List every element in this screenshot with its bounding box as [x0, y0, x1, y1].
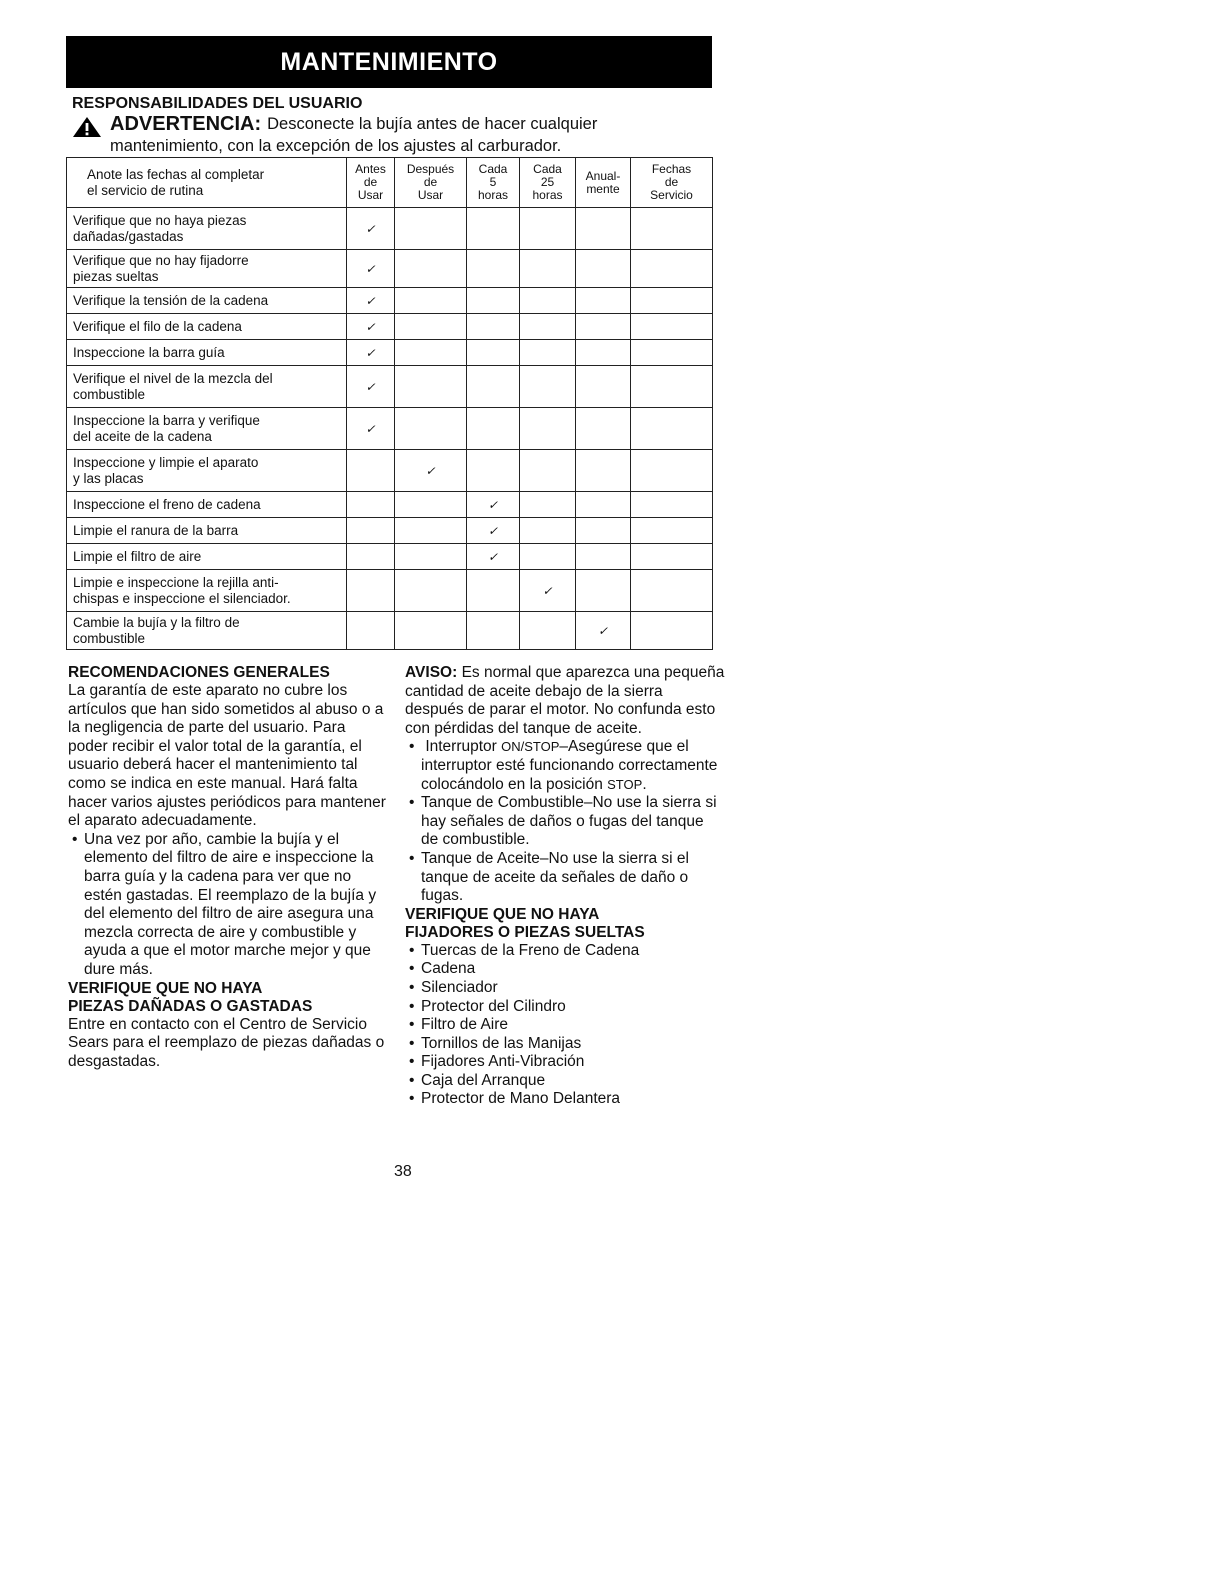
schedule-cell [520, 518, 576, 544]
schedule-cell [467, 408, 520, 450]
schedule-cell [520, 570, 576, 612]
loose-parts-list [405, 942, 725, 1109]
table-row [67, 366, 713, 408]
list-item: • Silenciador [405, 979, 725, 998]
task-cell: Cambie la bujía y la filtro de combustible [67, 612, 347, 650]
schedule-cell [520, 366, 576, 408]
schedule-cell [395, 570, 467, 612]
schedule-cell [347, 314, 395, 340]
schedule-cell [520, 450, 576, 492]
schedule-cell [347, 408, 395, 450]
schedule-cell [631, 366, 713, 408]
page-title: MANTENIMIENTO [280, 47, 498, 76]
schedule-cell [395, 450, 467, 492]
check-mark-icon: ✓ [425, 463, 436, 478]
task-cell: Verifique el nivel de la mezcla del combustible [67, 366, 347, 408]
schedule-cell [395, 250, 467, 288]
schedule-cell [395, 366, 467, 408]
check-mark-icon: ✓ [487, 497, 499, 512]
warning-text-line1: Desconecte la bujía antes de hacer cualquier [267, 115, 598, 133]
aviso-text: Es normal que aparezca una pequeña cantidad de aceite debajo de la sierra después de parar el motor. No confunda esto con pérdidas del tanque de aceite. [405, 664, 725, 737]
schedule-cell [467, 544, 520, 570]
schedule-cell [395, 288, 467, 314]
check-mark-icon: ✓ [365, 379, 376, 394]
schedule-cell [467, 518, 520, 544]
warning-block [72, 113, 712, 155]
schedule-cell [347, 208, 395, 250]
schedule-cell [467, 366, 520, 408]
table-header-row [67, 158, 713, 208]
table-header-col: Cada 25 horas [520, 158, 576, 208]
table-row [67, 612, 713, 650]
schedule-cell [631, 570, 713, 612]
table-row [67, 208, 713, 250]
schedule-cell [347, 492, 395, 518]
schedule-cell [576, 288, 631, 314]
schedule-cell [576, 250, 631, 288]
task-cell: Limpie el filtro de aire [67, 544, 347, 570]
left-column [68, 664, 388, 1071]
check-mark-icon: ✓ [487, 523, 499, 538]
task-cell: Inspeccione la barra guía [67, 340, 347, 366]
table-row [67, 314, 713, 340]
table-row [67, 492, 713, 518]
schedule-cell [520, 492, 576, 518]
task-cell: Verifique que no hay fijadorre piezas sueltas [67, 250, 347, 288]
general-recommendations-text: La garantía de este aparato no cubre los artículos que han sido sometidos al abuso o a la negligencia de parte del usuario. Para poder recibir el valor total de la garantía, el usuario deberá hacer el mantenimiento tal como se indica en este manual. Hará falta hacer varios ajustes periódicos para mantener el aparato adecuadamente. [68, 682, 386, 830]
list-item: • Interruptor ON/STOP–Asegúrese que el interruptor esté funcionando correctamente colocándolo en la posición STOP. [405, 738, 725, 794]
list-item: • Protector de Mano Delantera [405, 1090, 725, 1109]
schedule-cell [576, 450, 631, 492]
schedule-cell [347, 570, 395, 612]
schedule-cell [467, 288, 520, 314]
schedule-cell [395, 314, 467, 340]
schedule-cell [395, 518, 467, 544]
schedule-cell [631, 492, 713, 518]
schedule-cell [347, 450, 395, 492]
list-item: • Una vez por año, cambie la bujía y el elemento del filtro de aire e inspeccione la barra guía y la cadena para ver que no estén gastadas. El reemplazo de la bujía y del elemento del filtro de aire asegura una mezcla correcta de aire y combustible y ayuda a que el motor marche mejor y que dure más. [68, 831, 388, 980]
schedule-cell [631, 314, 713, 340]
table-row [67, 340, 713, 366]
section-title: RESPONSABILIDADES DEL USUARIO [72, 95, 363, 112]
page-title-banner [66, 36, 712, 88]
schedule-cell [631, 408, 713, 450]
warning-text-line2: mantenimiento, con la excepción de los ajustes al carburador. [110, 137, 562, 155]
schedule-cell [395, 340, 467, 366]
list-item: • Tanque de Combustible–No use la sierra si hay señales de daños o fugas del tanque de combustible. [405, 794, 725, 850]
schedule-cell [520, 340, 576, 366]
check-mark-icon: ✓ [365, 319, 376, 334]
maintenance-schedule-table [66, 157, 713, 650]
schedule-cell [347, 544, 395, 570]
schedule-cell [520, 612, 576, 650]
schedule-cell [576, 612, 631, 650]
schedule-cell [576, 492, 631, 518]
schedule-cell [631, 340, 713, 366]
schedule-cell [347, 250, 395, 288]
table-header-task: Anote las fechas al completar el servicio de rutina [67, 158, 347, 208]
table-row [67, 570, 713, 612]
warning-label: ADVERTENCIA: [110, 113, 262, 135]
aviso-paragraph [405, 664, 725, 738]
task-cell: Inspeccione el freno de cadena [67, 492, 347, 518]
schedule-cell [467, 570, 520, 612]
schedule-cell [631, 544, 713, 570]
schedule-cell [467, 314, 520, 340]
check-mark-icon: ✓ [542, 583, 553, 598]
list-item: • Caja del Arranque [405, 1072, 725, 1091]
check-mark-icon: ✓ [597, 623, 609, 638]
right-column [405, 664, 725, 1109]
table-header-col: Cada 5 horas [467, 158, 520, 208]
schedule-cell [395, 544, 467, 570]
list-item: • Protector del Cilindro [405, 998, 725, 1017]
schedule-cell [467, 340, 520, 366]
schedule-cell [631, 288, 713, 314]
aviso-label: AVISO: [405, 664, 458, 681]
schedule-cell [520, 314, 576, 340]
schedule-cell [576, 314, 631, 340]
schedule-cell [347, 366, 395, 408]
schedule-cell [347, 340, 395, 366]
schedule-cell [467, 612, 520, 650]
table-header-col: Anual- mente [576, 158, 631, 208]
check-mark-icon: ✓ [365, 293, 376, 308]
list-item: • Fijadores Anti-Vibración [405, 1053, 725, 1072]
schedule-cell [395, 612, 467, 650]
task-cell: Inspeccione y limpie el aparato y las placas [67, 450, 347, 492]
schedule-cell [467, 250, 520, 288]
schedule-cell [395, 408, 467, 450]
schedule-cell [520, 208, 576, 250]
task-cell: Verifique el filo de la cadena [67, 314, 347, 340]
list-item: • Tanque de Aceite–No use la sierra si el tanque de aceite da señales de daño o fugas. [405, 850, 725, 906]
schedule-cell [347, 518, 395, 544]
table-header-col: Antes de Usar [347, 158, 395, 208]
schedule-cell [467, 208, 520, 250]
schedule-cell [395, 208, 467, 250]
task-cell: Verifique que no haya piezas dañadas/gastadas [67, 208, 347, 250]
schedule-cell [631, 518, 713, 544]
check-mark-icon: ✓ [365, 421, 376, 436]
schedule-cell [576, 518, 631, 544]
list-item: • Tornillos de las Manijas [405, 1035, 725, 1054]
warning-triangle-icon [72, 116, 102, 138]
check-mark-icon: ✓ [365, 261, 376, 276]
schedule-cell [631, 208, 713, 250]
list-item: • Cadena [405, 960, 725, 979]
check-mark-icon: ✓ [487, 549, 499, 564]
schedule-cell [395, 492, 467, 518]
check-mark-icon: ✓ [365, 345, 376, 360]
schedule-cell [631, 450, 713, 492]
schedule-cell [576, 340, 631, 366]
list-item: • Tuercas de la Freno de Cadena [405, 942, 725, 961]
table-row [67, 544, 713, 570]
schedule-cell [576, 366, 631, 408]
task-cell: Limpie el ranura de la barra [67, 518, 347, 544]
schedule-cell [467, 450, 520, 492]
table-row [67, 450, 713, 492]
task-cell: Limpie e inspeccione la rejilla anti- chispas e inspeccione el silenciador. [67, 570, 347, 612]
schedule-cell [631, 612, 713, 650]
loose-parts-title: VERIFIQUE QUE NO HAYA FIJADORES O PIEZAS SUELTAS [405, 905, 645, 941]
table-header-col: Fechas de Servicio [631, 158, 713, 208]
schedule-cell [347, 612, 395, 650]
task-cell: Verifique la tensión de la cadena [67, 288, 347, 314]
list-item: • Filtro de Aire [405, 1016, 725, 1035]
general-recommendations-title: RECOMENDACIONES GENERALES [68, 664, 330, 681]
table-row [67, 250, 713, 288]
schedule-cell [576, 408, 631, 450]
task-cell: Inspeccione la barra y verifique del aceite de la cadena [67, 408, 347, 450]
table-row [67, 408, 713, 450]
schedule-cell [520, 544, 576, 570]
page-number: 38 [394, 1163, 412, 1180]
schedule-cell [576, 570, 631, 612]
schedule-cell [576, 544, 631, 570]
schedule-cell [520, 288, 576, 314]
schedule-cell [467, 492, 520, 518]
damaged-parts-title: VERIFIQUE QUE NO HAYA PIEZAS DAÑADAS O GASTADAS [68, 979, 313, 1015]
schedule-cell [520, 250, 576, 288]
table-row [67, 518, 713, 544]
schedule-cell [631, 250, 713, 288]
damaged-parts-text: Entre en contacto con el Centro de Servicio Sears para el reemplazo de piezas dañadas o desgastadas. [68, 1015, 385, 1070]
schedule-cell [520, 408, 576, 450]
table-row [67, 288, 713, 314]
table-header-col: Después de Usar [395, 158, 467, 208]
schedule-cell [576, 208, 631, 250]
check-mark-icon: ✓ [365, 221, 376, 236]
schedule-cell [347, 288, 395, 314]
